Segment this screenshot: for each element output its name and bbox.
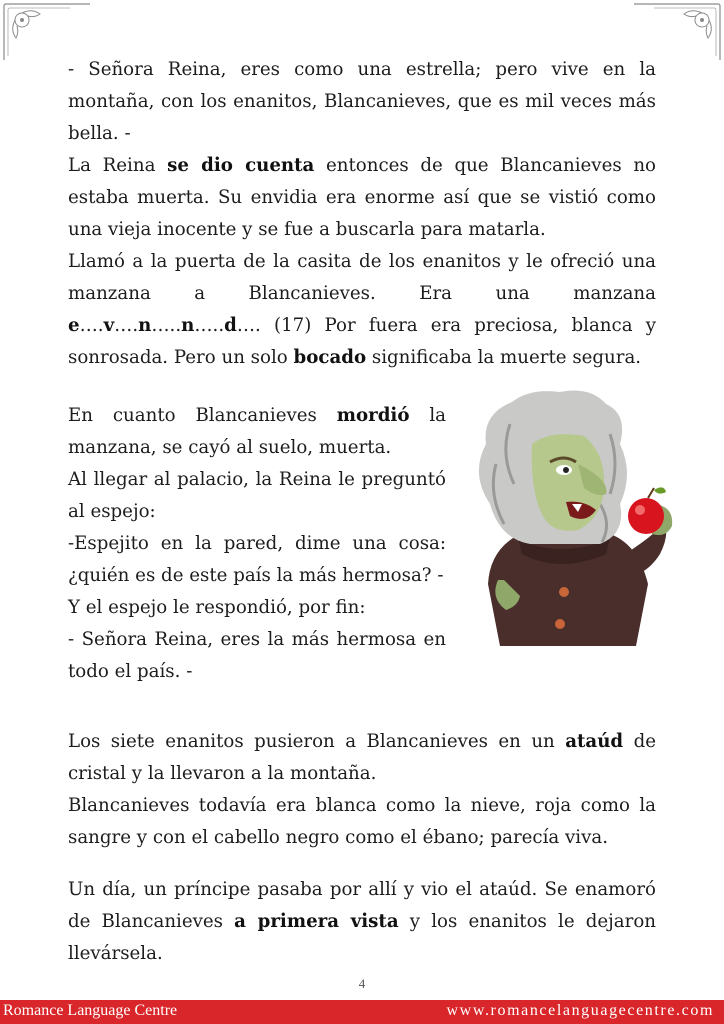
blank-letter: d — [224, 315, 237, 336]
blank-dots: …. — [79, 315, 104, 336]
corner-ornament-left-icon — [0, 0, 92, 62]
text-span: Los siete enanitos pusieron a Blancanieves en un — [68, 731, 566, 752]
paragraph-mirror-reply: - Señora Reina, eres la más hermosa en todo el país. - — [68, 629, 446, 682]
paragraph-poisoned-apple — [68, 246, 656, 374]
text-span: En cuanto Blancanieves — [68, 405, 337, 426]
story-text-top — [68, 54, 656, 374]
paragraph-mirror-reply-intro: Y el espejo le respondió, por fin: — [68, 597, 366, 618]
page-number: 4 — [358, 976, 366, 991]
story-text-bottom — [68, 726, 656, 854]
text-span: entonces de que Blancanieves no estaba muerta. Su envidia era enorme así que se vistió como una vieja inocente y se fue a buscarla para matarla. — [68, 155, 656, 240]
paragraph-mirror-answer: - Señora Reina, eres como una estrella; pero vive en la montaña, con los enanitos, Blancanieves, que es mil veces más bella. - — [68, 59, 656, 144]
paragraph-palace: Al llegar al palacio, la Reina le preguntó al espejo: — [68, 469, 446, 522]
vocab-bold: mordió — [336, 405, 410, 426]
paragraph-mirror-question: -Espejito en la pared, dime una cosa: ¿quién es de este país la más hermosa? - — [68, 533, 446, 586]
blank-dots: ….. — [151, 315, 182, 336]
blank-dots: …. — [114, 315, 139, 336]
text-span: (17) Por fuera era preciosa, blanca y sonrosada. Pero un solo — [68, 315, 656, 368]
text-span: la manzana, se cayó al suelo, muerta. — [68, 405, 446, 458]
blank-dots: ….. — [194, 315, 225, 336]
blank-letter: e — [68, 315, 80, 336]
text-span: Llamó a la puerta de la casita de los enanitos y le ofreció una manzana a Blancanieves. Era una manzana — [68, 251, 656, 304]
text-span: y los enanitos le dejaron llevársela. — [68, 911, 656, 964]
footer-website-link[interactable]: www.romancelanguagecentre.com — [446, 1002, 714, 1019]
blank-letter: n — [181, 315, 195, 336]
text-span: de cristal y la llevaron a la montaña. — [68, 731, 656, 784]
vocab-bold: a primera vista — [234, 911, 399, 932]
corner-ornament-right-icon — [632, 0, 724, 62]
vocab-bold: bocado — [293, 347, 367, 368]
footer-bar — [0, 1000, 724, 1024]
text-span: significaba la muerte segura. — [366, 347, 642, 368]
story-text-prince — [68, 874, 656, 970]
paragraph-prince — [68, 874, 656, 970]
vocab-bold: se dio cuenta — [167, 155, 315, 176]
witch-with-apple-illustration — [460, 384, 676, 646]
vocab-bold: ataúd — [565, 731, 624, 752]
blank-dots: …. — [236, 315, 261, 336]
text-span: La Reina — [68, 155, 168, 176]
paragraph-queen-realizes — [68, 150, 656, 246]
paragraph-bite — [68, 400, 446, 464]
blank-letter: n — [138, 315, 152, 336]
paragraph-snow-white-description: Blancanieves todavía era blanca como la nieve, roja como la sangre y con el cabello negro como el ébano; parecía viva. — [68, 795, 656, 848]
text-span: Un día, un príncipe pasaba por allí y vio el ataúd. Se enamoró de Blancanieves — [68, 879, 656, 932]
footer-brand: Romance Language Centre — [3, 1002, 178, 1019]
paragraph-coffin — [68, 726, 656, 790]
blank-letter: v — [103, 315, 115, 336]
